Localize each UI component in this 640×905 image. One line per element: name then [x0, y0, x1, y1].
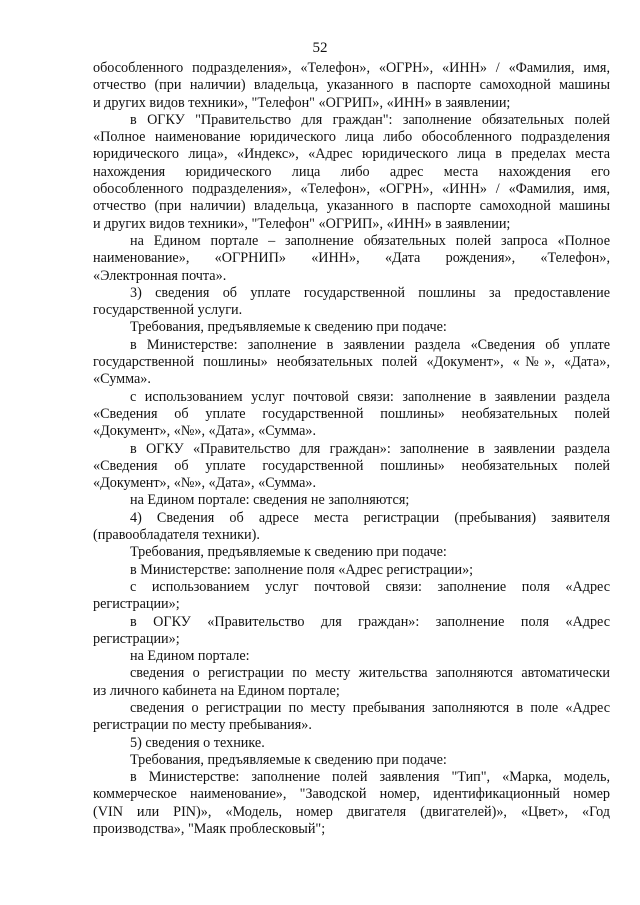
- page-number: 52: [312, 40, 328, 56]
- text-line: в ОГКУ «Правительство для граждан»: заполнение в заявлении раздела: [130, 440, 610, 457]
- text-line: регистрации по месту пребывания».: [93, 717, 312, 734]
- text-line: с использованием услуг почтовой связи: заполнение в заявлении раздела: [130, 388, 610, 405]
- text-line: и других видов техники», "Телефон" «ОГРИП», «ИНН» в заявлении;: [93, 215, 511, 232]
- text-line: производства», "Маяк проблесковый";: [93, 821, 326, 838]
- text-line: сведения о регистрации по месту пребывания заполняются в поле «Адрес: [130, 699, 610, 716]
- text-line: «Сведения об уплате государственной пошлины» необязательных полей: [93, 405, 610, 422]
- text-line: Требования, предъявляемые к сведению при подаче:: [130, 544, 447, 561]
- text-line: в Министерстве: заполнение в заявлении раздела «Сведения об уплате: [130, 336, 610, 353]
- text-line: в Министерстве: заполнение полей заявления "Тип", «Марка, модель,: [130, 769, 610, 786]
- text-line: в ОГКУ "Правительство для граждан": заполнение обязательных полей: [130, 111, 610, 128]
- text-line: регистрации»;: [93, 630, 180, 647]
- text-line: сведения о регистрации по месту жительства заполняются автоматически: [130, 665, 610, 682]
- text-line: отчество (при наличии) владельца, указанного в паспорте самоходной машины: [93, 77, 610, 94]
- text-line: на Едином портале – заполнение обязательных полей запроса «Полное: [130, 232, 610, 249]
- text-line: 4) Сведения об адресе места регистрации (пребывания) заявителя: [130, 509, 610, 526]
- text-line: коммерческое наименование», "Заводской номер, идентификационный номер: [93, 786, 610, 803]
- text-line: «Полное наименование юридического лица либо обособленного подразделения: [93, 129, 610, 146]
- text-line: «Документ», «№», «Дата», «Сумма».: [93, 423, 317, 440]
- text-line: наименование», «ОГРНИП» «ИНН», «Дата рождения», «Телефон»,: [93, 250, 610, 267]
- text-line: юридического лица», «Индекс», «Адрес юридического лица в пределах места: [93, 146, 610, 163]
- text-line: из личного кабинета на Едином портале;: [93, 682, 340, 699]
- text-line: государственной пошлины» необязательных полей «Документ», «№», «Дата»,: [93, 354, 610, 371]
- text-line: «Документ», «№», «Дата», «Сумма».: [93, 475, 317, 492]
- text-line: в ОГКУ «Правительство для граждан»: заполнение поля «Адрес: [130, 613, 610, 630]
- text-line: «Сведения об уплате государственной пошлины» необязательных полей: [93, 457, 610, 474]
- text-line: Требования, предъявляемые к сведению при подаче:: [130, 751, 447, 768]
- text-line: с использованием услуг почтовой связи: заполнение поля «Адрес: [130, 578, 610, 595]
- text-line: на Едином портале: сведения не заполняются;: [130, 492, 410, 509]
- text-line: (VIN или PIN)», «Модель, номер двигателя (двигателей)», «Цвет», «Год: [93, 803, 610, 820]
- text-line: отчество (при наличии) владельца, указанного в паспорте самоходной машины: [93, 198, 610, 215]
- text-line: 3) сведения об уплате государственной пошлины за предоставление: [130, 284, 610, 301]
- text-line: «Электронная почта».: [93, 267, 227, 284]
- text-line: регистрации»;: [93, 596, 180, 613]
- text-line: нахождения юридического лица либо адрес места нахождения его: [93, 163, 610, 180]
- text-line: на Едином портале:: [130, 648, 250, 665]
- text-line: и других видов техники», "Телефон" «ОГРИП», «ИНН» в заявлении;: [93, 94, 511, 111]
- text-line: в Министерстве: заполнение поля «Адрес регистрации»;: [130, 561, 474, 578]
- text-line: обособленного подразделения», «Телефон», «ОГРН», «ИНН» / «Фамилия, имя,: [93, 181, 610, 198]
- text-line: 5) сведения о технике.: [130, 734, 265, 751]
- text-line: обособленного подразделения», «Телефон», «ОГРН», «ИНН» / «Фамилия, имя,: [93, 60, 610, 76]
- text-line: Требования, предъявляемые к сведению при подаче:: [130, 319, 447, 336]
- text-line: государственной услуги.: [93, 302, 243, 319]
- document-body: [93, 60, 610, 838]
- text-line: «Сумма».: [93, 371, 151, 388]
- text-line: (правообладателя техники).: [93, 527, 260, 544]
